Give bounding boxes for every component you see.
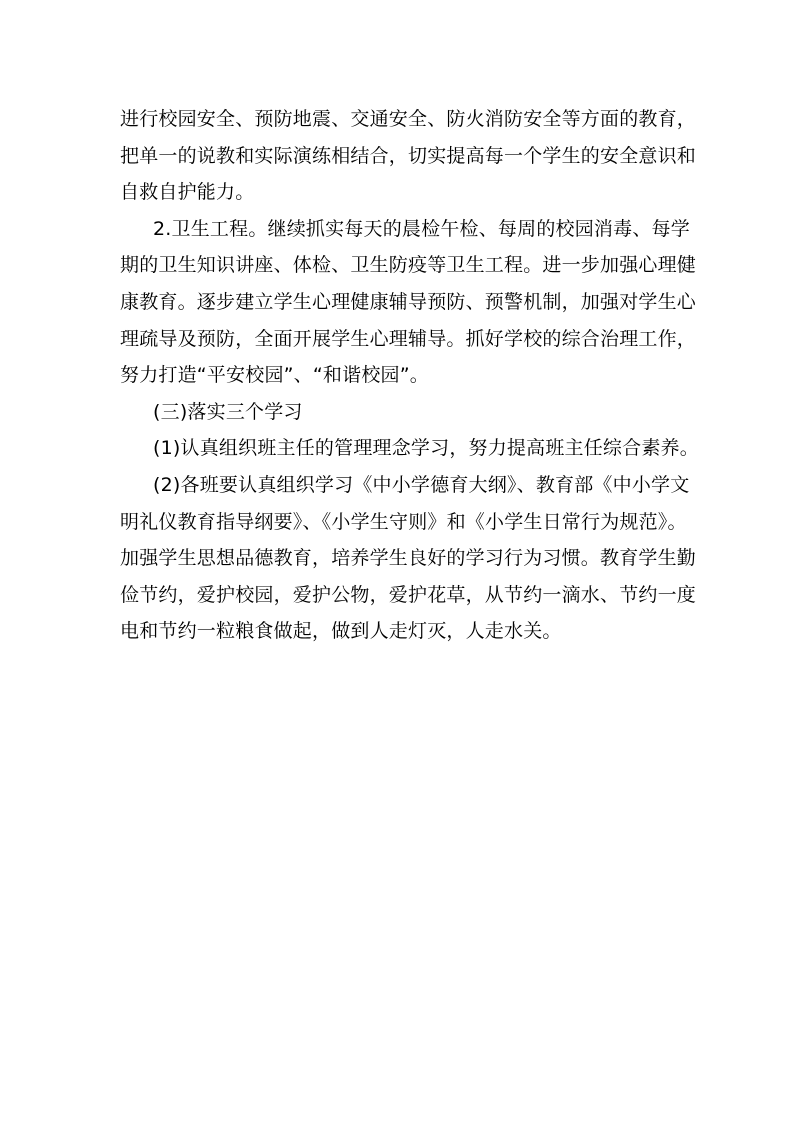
text-line: 理疏导及预防，全面开展学生心理辅导。抓好学校的综合治理工作， [120,327,697,350]
text-line: (2)各班要认真组织学习《中小学德育大纲》、教育部《中小学文 [153,473,690,496]
text-line: 自救自护能力。 [120,181,255,204]
body-text [120,101,700,650]
text-line: 明礼仪教育指导纲要》、《小学生守则》和《小学生日常行为规范》。 [120,510,687,533]
text-line: 努力打造“平安校园”、“和谐校园”。 [120,364,429,387]
text-line: 期的卫生知识讲座、体检、卫生防疫等卫生工程。进一步加强心理健 [120,254,697,277]
text-line: 2.卫生工程。继续抓实每天的晨检午检、每周的校园消毒、每学 [153,217,690,240]
section-heading: (三)落实三个学习 [153,400,303,423]
text-line: 电和节约一粒粮食做起，做到人走灯灭，人走水关。 [120,620,562,643]
text-line: 把单一的说教和实际演练相结合，切实提高每一个学生的安全意识和 [120,144,697,167]
text-line: (1)认真组织班主任的管理理念学习，努力提高班主任综合素养。 [153,437,699,460]
text-line: 俭节约，爱护校园，爱护公物，爱护花草，从节约一滴水、节约一度 [120,583,697,606]
text-line: 加强学生思想品德教育，培养学生良好的学习行为习惯。教育学生勤 [120,547,697,570]
text-line: 进行校园安全、预防地震、交通安全、防火消防安全等方面的教育， [120,108,697,130]
text-line: 康教育。逐步建立学生心理健康辅导预防、预警机制，加强对学生心 [120,290,697,313]
